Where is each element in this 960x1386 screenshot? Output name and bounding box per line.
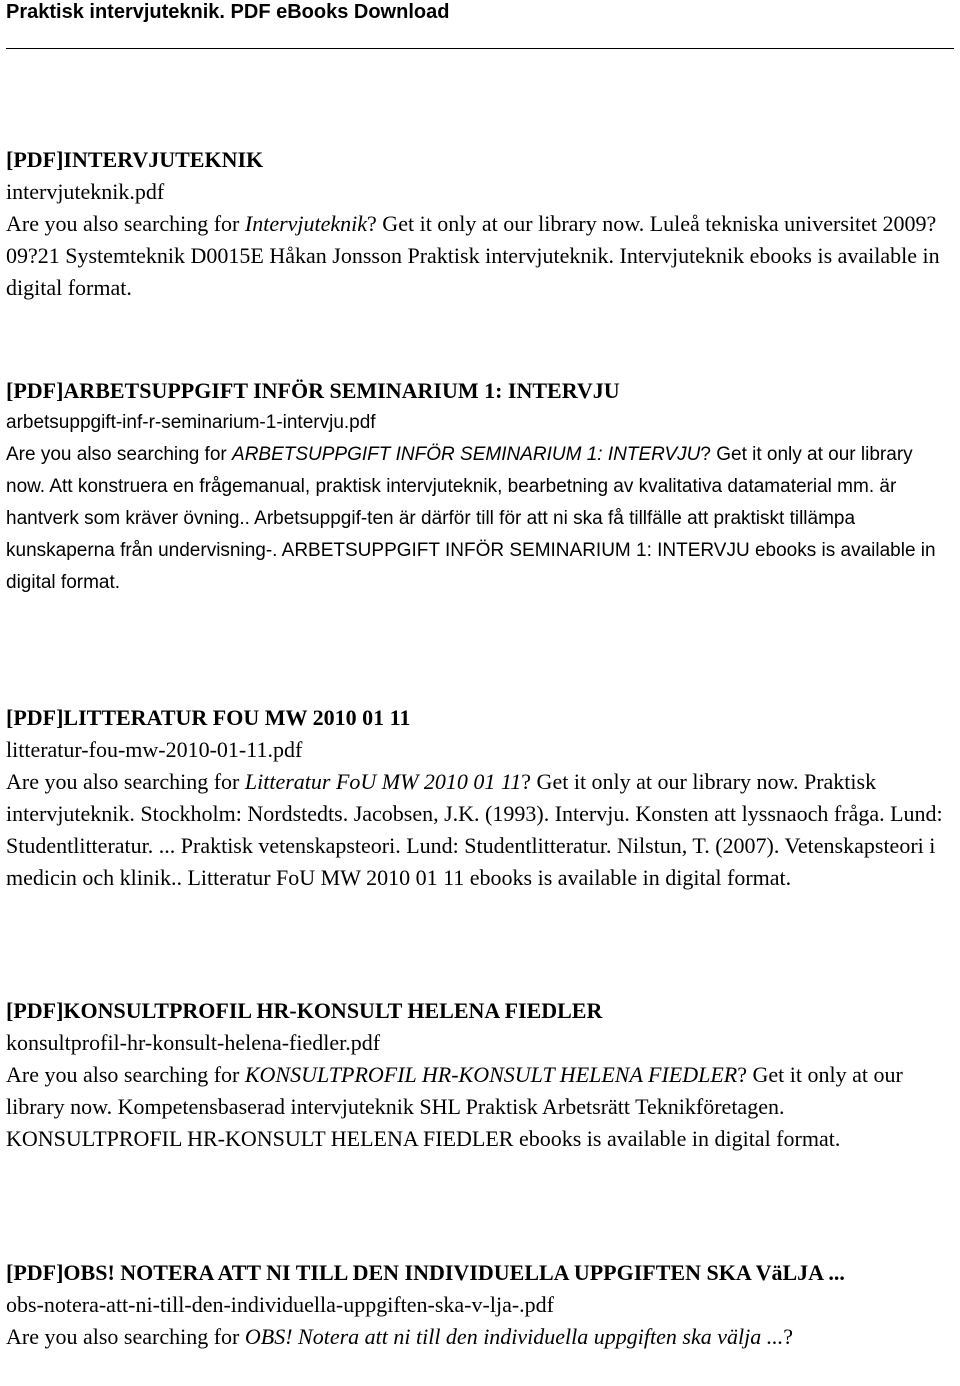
result-description <box>6 1059 954 1155</box>
result-title[interactable]: [PDF]KONSULTPROFIL HR-KONSULT HELENA FIEDLER <box>6 998 603 1023</box>
result-description <box>6 439 954 599</box>
result-entry <box>6 375 954 599</box>
result-entry <box>6 995 954 1155</box>
query-suffix: ? Get it only at our library now. Att konstruera en frågemanual, praktisk intervjuteknik, bearbetning av kvalitativa datamaterial mm. är hantverk som kräver övning.. Arbetsuppgif-ten är därför till för att ni ska få tillfälle att praktiskt tillämpa kunskaperna från undervisning-. ARBETSUPPGIFT INFÖR SEMINARIUM 1: INTERVJU ebooks is available in digital format. <box>6 444 936 593</box>
query-suffix: ? Get it only at our library now. Praktisk intervjuteknik. Stockholm: Nordstedts. Jacobsen, J.K. (1993). Intervju. Konsten att lyssnaoch fråga. Lund: Studentlitteratur. ... Praktisk vetenskapsteori. Lund: Studentlitteratur. Nilstun, T. (2007). Vetenskapsteori i medicin och klinik.. Litteratur FoU MW 2010 01 11 ebooks is available in digital format. <box>6 769 943 890</box>
result-filename[interactable]: litteratur-fou-mw-2010-01-11.pdf <box>6 737 303 762</box>
result-description <box>6 766 954 894</box>
query-suffix: ? <box>783 1324 793 1349</box>
header-divider <box>6 48 954 49</box>
query-term: Intervjuteknik <box>244 211 368 236</box>
query-term: KONSULTPROFIL HR-KONSULT HELENA FIEDLER <box>244 1062 738 1087</box>
query-suffix: ? Get it only at our library now. Luleå tekniska universitet 2009?09?21 Systemteknik D0015E Håkan Jonsson Praktisk intervjuteknik. Intervjuteknik ebooks is available in digital format. <box>6 211 940 300</box>
query-suffix: ? Get it only at our library now. Kompetensbaserad intervjuteknik SHL Praktisk Arbetsrätt Teknikföretagen. KONSULTPROFIL HR-KONSULT HELENA FIEDLER ebooks is available in digital format. <box>6 1062 903 1151</box>
result-filename[interactable]: obs-notera-att-ni-till-den-individuella-uppgiften-ska-v-lja-.pdf <box>6 1292 554 1317</box>
result-entry <box>6 144 954 304</box>
result-title[interactable]: [PDF]LITTERATUR FOU MW 2010 01 11 <box>6 705 411 730</box>
result-title[interactable]: [PDF]OBS! NOTERA ATT NI TILL DEN INDIVIDUELLA UPPGIFTEN SKA VäLJA ... <box>6 1260 845 1285</box>
query-prefix: Are you also searching for <box>6 211 245 236</box>
result-filename[interactable]: arbetsuppgift-inf-r-seminarium-1-intervju.pdf <box>6 412 376 433</box>
query-prefix: Are you also searching for <box>6 444 233 465</box>
result-description <box>6 1321 954 1353</box>
query-term: Litteratur FoU MW 2010 01 11 <box>244 769 522 794</box>
result-description <box>6 208 954 304</box>
result-title[interactable]: [PDF]ARBETSUPPGIFT INFÖR SEMINARIUM 1: INTERVJU <box>6 378 620 403</box>
result-filename[interactable]: konsultprofil-hr-konsult-helena-fiedler.pdf <box>6 1030 381 1055</box>
page-title: Praktisk intervjuteknik. PDF eBooks Download <box>6 1 450 23</box>
result-title[interactable]: [PDF]INTERVJUTEKNIK <box>6 147 264 172</box>
result-entry <box>6 702 954 894</box>
query-term: OBS! Notera att ni till den individuella uppgiften ska välja ... <box>244 1324 784 1349</box>
query-term: ARBETSUPPGIFT INFÖR SEMINARIUM 1: INTERVJU <box>232 444 701 465</box>
query-prefix: Are you also searching for <box>6 769 245 794</box>
query-prefix: Are you also searching for <box>6 1062 245 1087</box>
result-filename[interactable]: intervjuteknik.pdf <box>6 179 165 204</box>
page-header <box>0 0 960 50</box>
result-entry <box>6 1257 954 1353</box>
query-prefix: Are you also searching for <box>6 1324 245 1349</box>
